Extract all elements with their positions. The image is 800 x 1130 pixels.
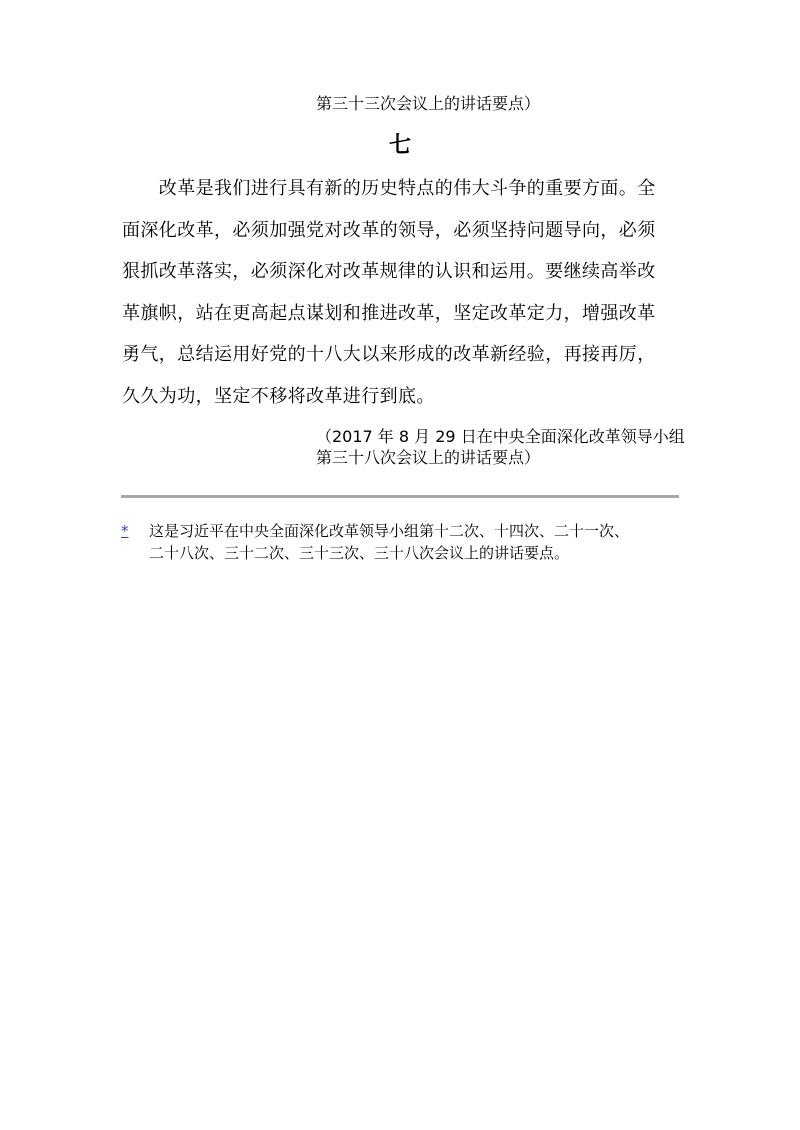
footnote-line: 这是习近平在中央全面深化改革领导小组第十二次、十四次、二十一次、 bbox=[149, 522, 630, 540]
section-heading: 七 bbox=[388, 133, 411, 158]
body-line: 革旗帜，站在更高起点谋划和推进改革，坚定改革定力，增强改革 bbox=[122, 302, 656, 324]
footnote-line: 二十八次、三十二次、三十三次、三十八次会议上的讲话要点。 bbox=[149, 544, 570, 562]
body-line: 久久为功，坚定不移将改革进行到底。 bbox=[122, 385, 435, 407]
source-line: 第三十八次会议上的讲话要点） bbox=[316, 448, 541, 467]
footnote-divider bbox=[121, 495, 679, 498]
source-citation-top: 第三十三次会议上的讲话要点） bbox=[316, 94, 541, 113]
body-paragraph bbox=[122, 168, 682, 417]
footnote-text bbox=[149, 520, 629, 564]
body-line: 勇气，总结运用好党的十八大以来形成的改革新经验，再接再厉， bbox=[122, 344, 656, 365]
footnote-marker-link[interactable]: * bbox=[121, 522, 129, 540]
body-line: 面深化改革，必须加强党对改革的领导，必须坚持问题导向，必须 bbox=[122, 219, 656, 241]
source-citation-bottom bbox=[316, 426, 685, 468]
body-line: 改革是我们进行具有新的历史特点的伟大斗争的重要方面。全 bbox=[122, 178, 656, 199]
body-line: 狠抓改革落实，必须深化对改革规律的认识和运用。要继续高举改 bbox=[122, 261, 656, 282]
source-line: （2017 年 8 月 29 日在中央全面深化改革领导小组 bbox=[316, 427, 685, 446]
